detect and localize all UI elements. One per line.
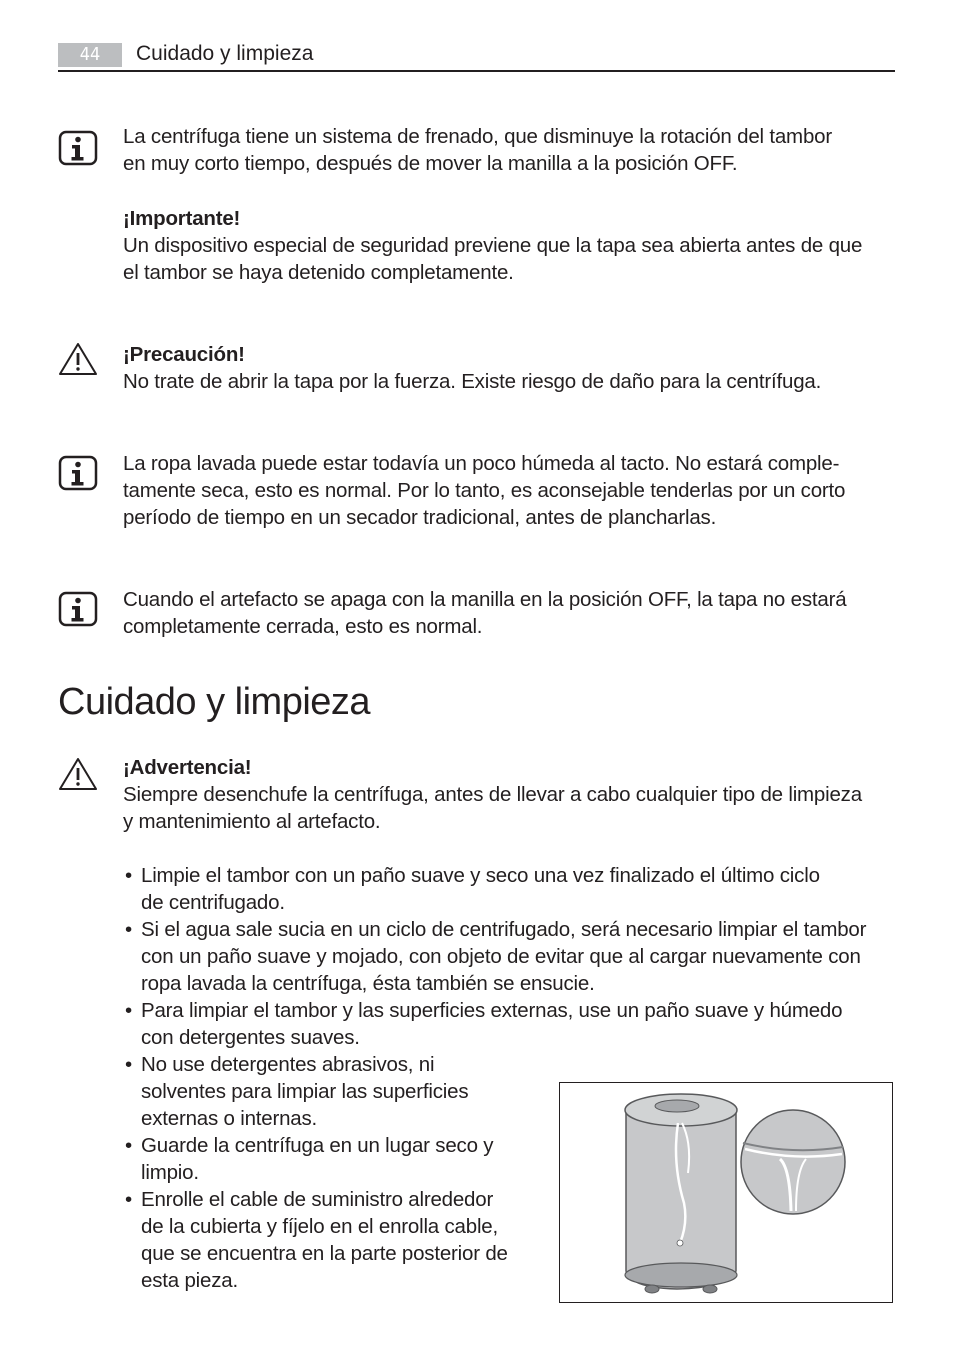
warning-icon — [58, 341, 98, 377]
list-item — [123, 1186, 531, 1294]
text-line: de centrifugado. — [141, 891, 285, 914]
text-line: externas o internas. — [141, 1107, 318, 1130]
spin-dryer-drawing — [560, 1083, 891, 1301]
text-line: No trate de abrir la tapa por la fuerza. Existe riesgo de daño para la centrífuga. — [123, 370, 822, 393]
text-line: el tambor se haya detenido completamente. — [123, 261, 514, 284]
text-line: La centrífuga tiene un sistema de frenado, que disminuye la rotación del tambor — [123, 125, 832, 148]
important-heading: ¡Importante! — [123, 207, 241, 230]
text-line: No use detergentes abrasivos, ni — [141, 1053, 435, 1076]
warning-heading: ¡Advertencia! — [123, 756, 252, 779]
list-item — [123, 1132, 531, 1186]
info-icon — [58, 130, 98, 166]
text-line: Si el agua sale sucia en un ciclo de centrifugado, será necesario limpiar el tambor — [141, 918, 867, 941]
text-line: completamente cerrada, esto es normal. — [123, 615, 483, 638]
text-line: Siempre desenchufe la centrífuga, antes de llevar a cabo cualquier tipo de limpieza — [123, 783, 862, 806]
info-note-lid-off — [123, 586, 908, 640]
text-line: limpio. — [141, 1161, 199, 1184]
text-line: Limpie el tambor con un paño suave y seco una vez finalizado el último ciclo — [141, 864, 820, 887]
list-item — [123, 997, 913, 1051]
text-line: solventes para limpiar las superficies — [141, 1080, 469, 1103]
text-line: con un paño suave y mojado, con objeto de evitar que al cargar nuevamente con — [141, 945, 861, 968]
info-icon — [58, 455, 98, 491]
important-note — [123, 205, 908, 286]
text-line: que se encuentra en la parte posterior de — [141, 1242, 508, 1265]
spin-dryer-illustration — [559, 1082, 893, 1303]
caution-note — [123, 341, 908, 395]
text-line: Guarde la centrífuga en un lugar seco y — [141, 1134, 494, 1157]
caution-heading: ¡Precaución! — [123, 343, 245, 366]
text-line: esta pieza. — [141, 1269, 238, 1292]
list-item — [123, 862, 913, 916]
text-line: y mantenimiento al artefacto. — [123, 810, 381, 833]
text-line: ropa lavada la centrífuga, ésta también se ensucie. — [141, 972, 595, 995]
warning-note — [123, 754, 908, 835]
header-title: Cuidado y limpieza — [136, 42, 314, 65]
text-line: tamente seca, esto es normal. Por lo tanto, es aconsejable tenderlas por un corto — [123, 479, 846, 502]
section-title: Cuidado y limpieza — [58, 681, 371, 723]
text-line: La ropa lavada puede estar todavía un poco húmeda al tacto. No estará comple- — [123, 452, 840, 475]
text-line: Para limpiar el tambor y las superficies externas, use un paño suave y húmedo — [141, 999, 843, 1022]
text-line: Enrolle el cable de suministro alrededor — [141, 1188, 494, 1211]
info-note-damp-laundry — [123, 450, 908, 531]
text-line: con detergentes suaves. — [141, 1026, 360, 1049]
warning-icon — [58, 756, 98, 792]
page-header — [58, 40, 895, 72]
list-item — [123, 1051, 531, 1132]
page-number: 44 — [58, 43, 122, 67]
text-line: de la cubierta y fíjelo en el enrolla cable, — [141, 1215, 499, 1238]
list-item — [123, 916, 913, 997]
text-line: período de tiempo en un secador tradicional, antes de plancharlas. — [123, 506, 717, 529]
text-line: en muy corto tiempo, después de mover la manilla a la posición OFF. — [123, 152, 738, 175]
text-line: Un dispositivo especial de seguridad previene que la tapa sea abierta antes de que — [123, 234, 863, 257]
info-note-braking — [123, 123, 908, 177]
info-icon — [58, 591, 98, 627]
text-line: Cuando el artefacto se apaga con la manilla en la posición OFF, la tapa no estará — [123, 588, 847, 611]
